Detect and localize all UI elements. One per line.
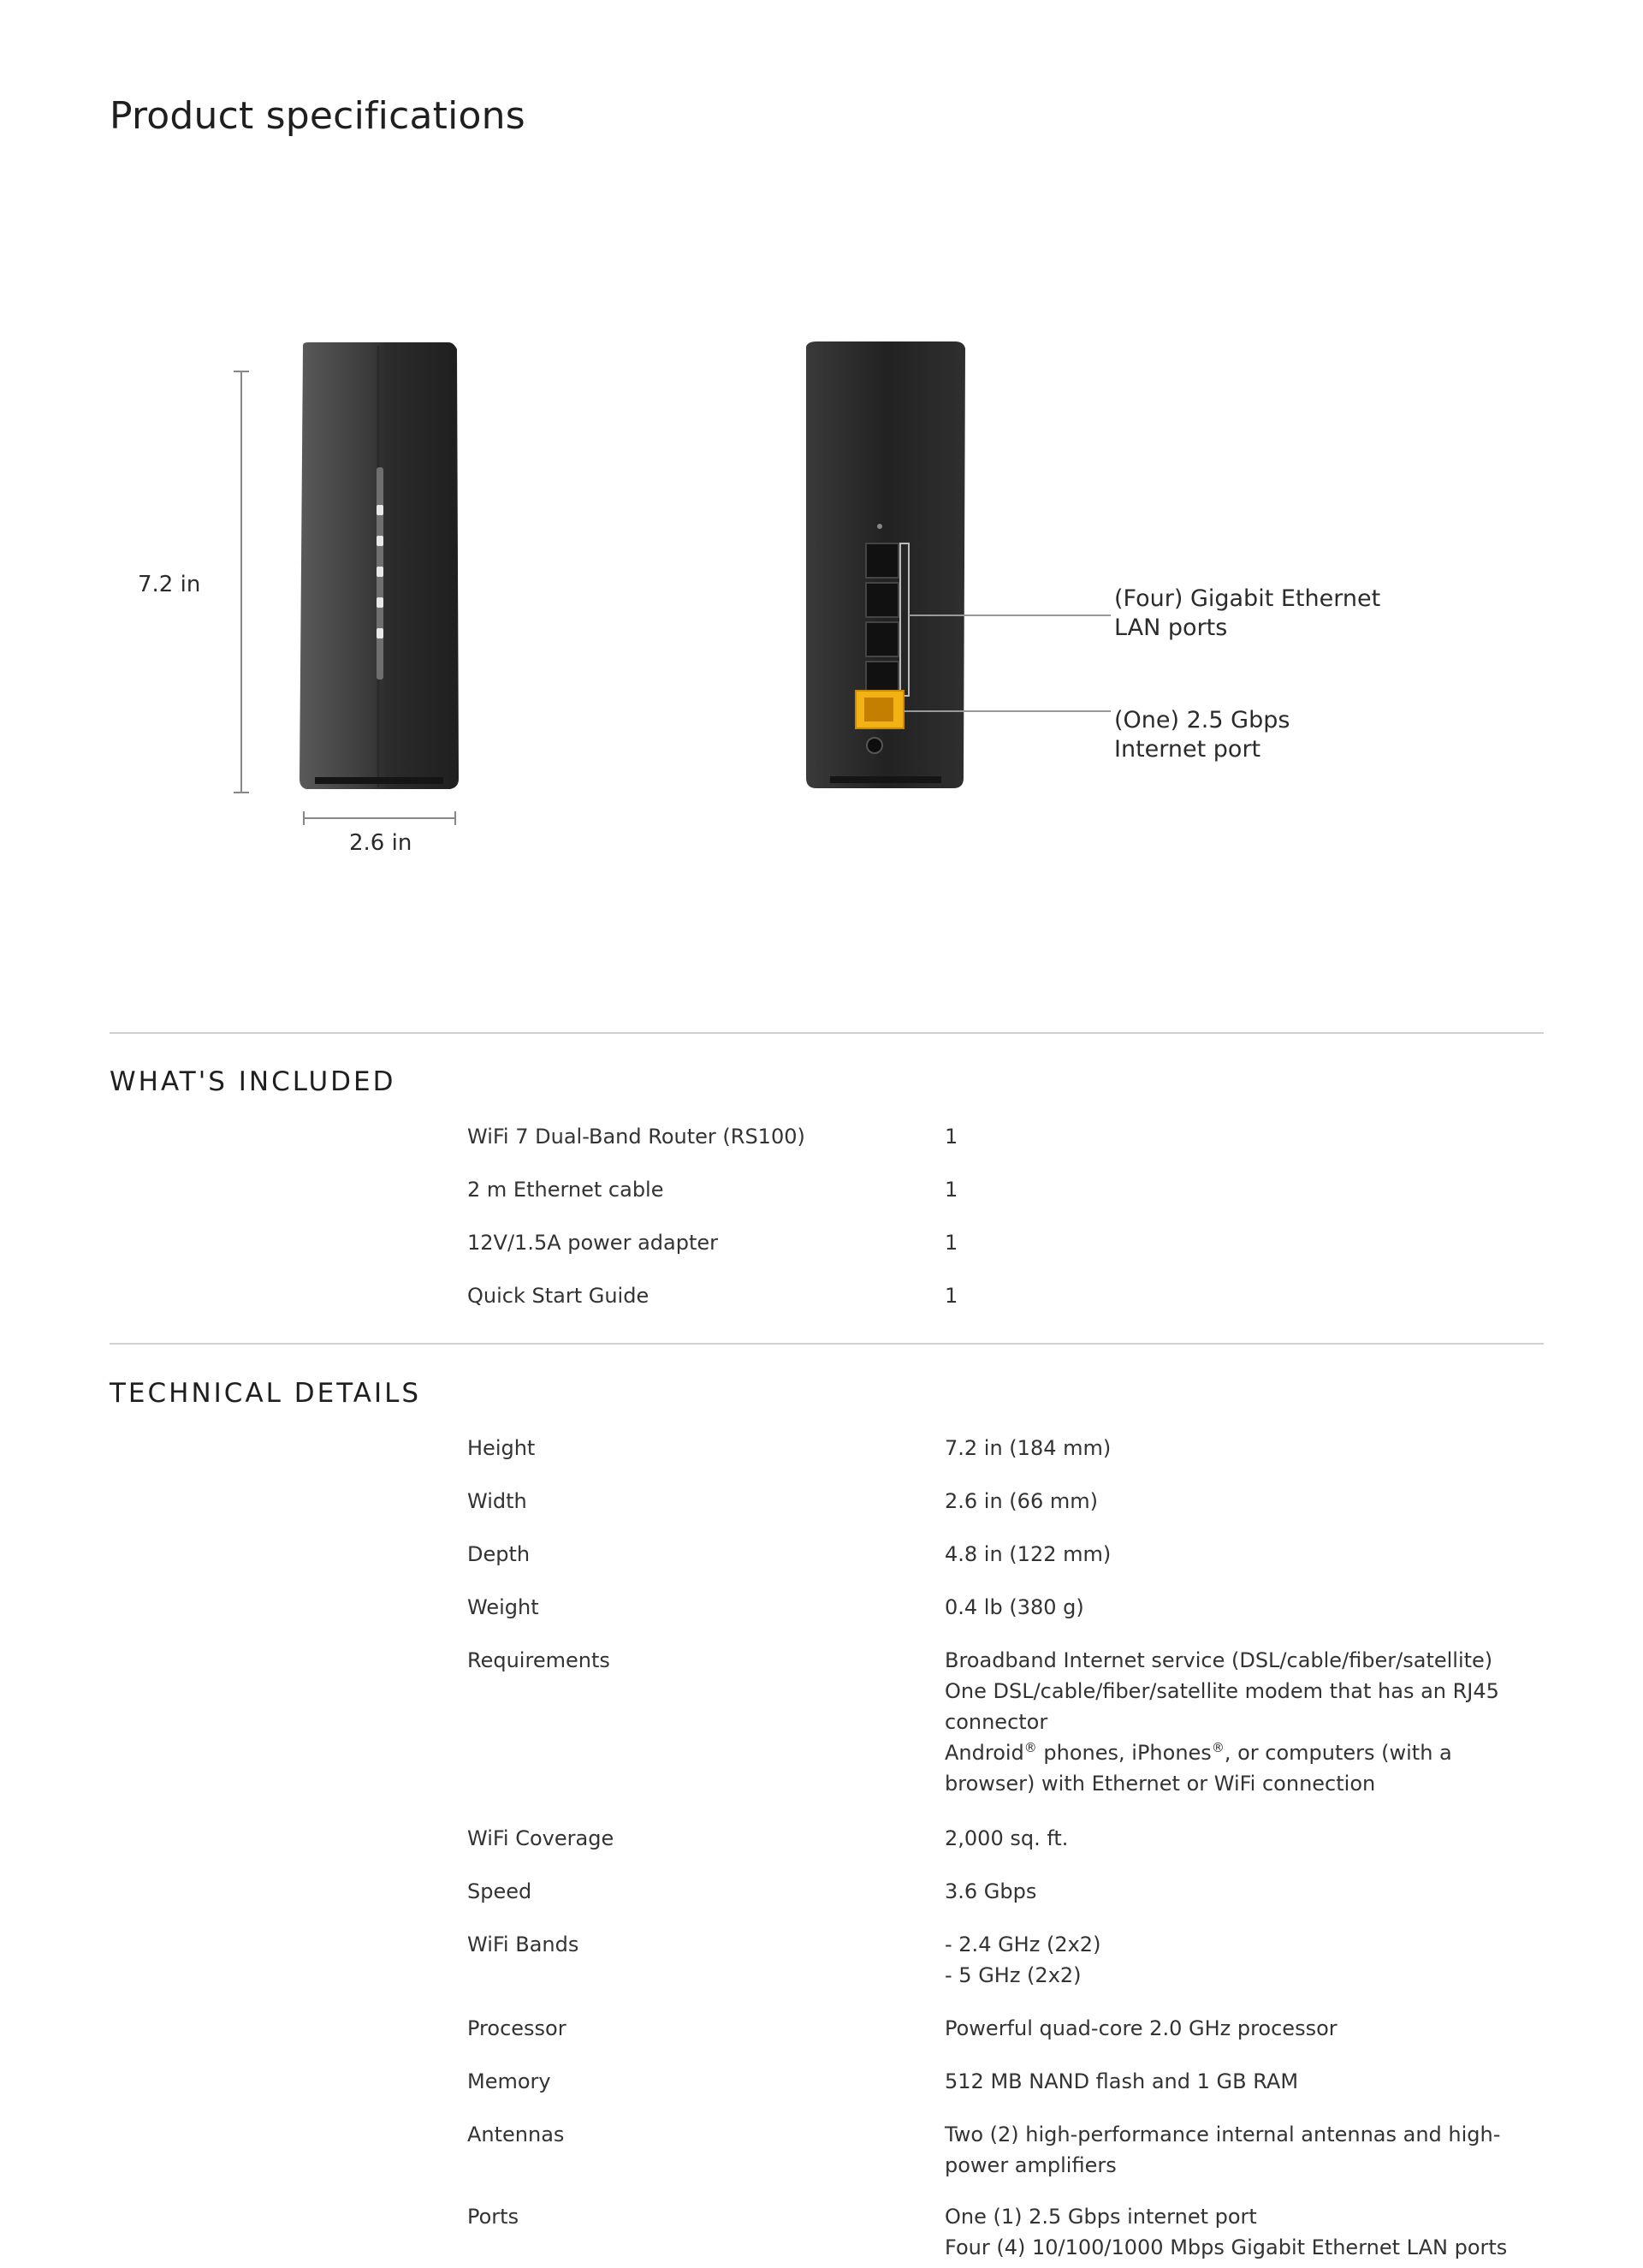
included-item-quantity: 1 <box>945 1125 958 1149</box>
spec-value-antennas: Two (2) high-performance internal antennas and high-power amplifiers <box>945 2123 1501 2177</box>
spec-label-requirements: Requirements <box>467 1648 610 1672</box>
spec-label-processor: Processor <box>467 2016 566 2040</box>
spec-label-width: Width <box>467 1489 527 1513</box>
spec-value-depth: 4.8 in (122 mm) <box>945 1542 1112 1566</box>
height-dimension-line <box>234 371 249 793</box>
included-item-quantity: 1 <box>945 1178 958 1202</box>
width-dimension-line <box>304 811 455 825</box>
spec-label-weight: Weight <box>467 1595 539 1619</box>
spec-value-processor: Powerful quad-core 2.0 GHz processor <box>945 2016 1338 2040</box>
technical-details-heading: TECHNICAL DETAILS <box>110 1378 422 1409</box>
reset-button <box>877 524 882 529</box>
whats-included-heading: WHAT'S INCLUDED <box>110 1066 396 1097</box>
router-front-diagram <box>120 334 496 882</box>
included-item-label: 2 m Ethernet cable <box>467 1178 664 1202</box>
wan-callout-label: (One) 2.5 Gbps Internet port <box>1114 707 1290 763</box>
spec-label-memory: Memory <box>467 2069 551 2093</box>
spec-value-wifi-coverage: 2,000 sq. ft. <box>945 1826 1069 1850</box>
included-item-label: Quick Start Guide <box>467 1284 649 1308</box>
lan-callout-label: (Four) Gigabit Ethernet LAN ports <box>1114 585 1381 641</box>
width-label: 2.6 in <box>349 830 412 856</box>
router-front-body <box>300 342 459 789</box>
spec-label-wifi-coverage: WiFi Coverage <box>467 1826 614 1850</box>
page-title: Product specifications <box>110 94 525 138</box>
spec-value-requirements: Broadband Internet service (DSL/cable/fiber/satellite) One DSL/cable/fiber/satellite modem that has an RJ45 connector Android® phones, iPhones®, or computers (with a browser) with Ethernet or WiFi connection <box>945 1648 1499 1796</box>
spec-value-width: 2.6 in (66 mm) <box>945 1489 1098 1513</box>
divider <box>110 1343 1544 1345</box>
included-item-label: WiFi 7 Dual-Band Router (RS100) <box>467 1125 805 1149</box>
spec-value-wifi-bands: - 2.4 GHz (2x2) - 5 GHz (2x2) <box>945 1933 1101 1987</box>
spec-value-weight: 0.4 lb (380 g) <box>945 1595 1084 1619</box>
wan-port <box>856 691 904 728</box>
included-item-quantity: 1 <box>945 1231 958 1255</box>
spec-label-wifi-bands: WiFi Bands <box>467 1933 579 1956</box>
spec-label-antennas: Antennas <box>467 2123 565 2146</box>
spec-label-depth: Depth <box>467 1542 531 1566</box>
included-item-quantity: 1 <box>945 1284 958 1308</box>
spec-value-ports: One (1) 2.5 Gbps internet port Four (4) 10/100/1000 Mbps Gigabit Ethernet LAN ports <box>945 2205 1508 2259</box>
spec-value-height: 7.2 in (184 mm) <box>945 1436 1112 1460</box>
spec-label-speed: Speed <box>467 1879 532 1903</box>
height-label: 7.2 in <box>138 572 201 597</box>
spec-value-memory: 512 MB NAND flash and 1 GB RAM <box>945 2069 1299 2093</box>
spec-value-speed: 3.6 Gbps <box>945 1879 1037 1903</box>
included-item-label: 12V/1.5A power adapter <box>467 1231 718 1255</box>
spec-label-height: Height <box>467 1436 536 1460</box>
router-back-diagram <box>796 338 1155 800</box>
spec-label-ports: Ports <box>467 2205 519 2229</box>
power-jack <box>867 738 882 753</box>
divider <box>110 1032 1544 1034</box>
